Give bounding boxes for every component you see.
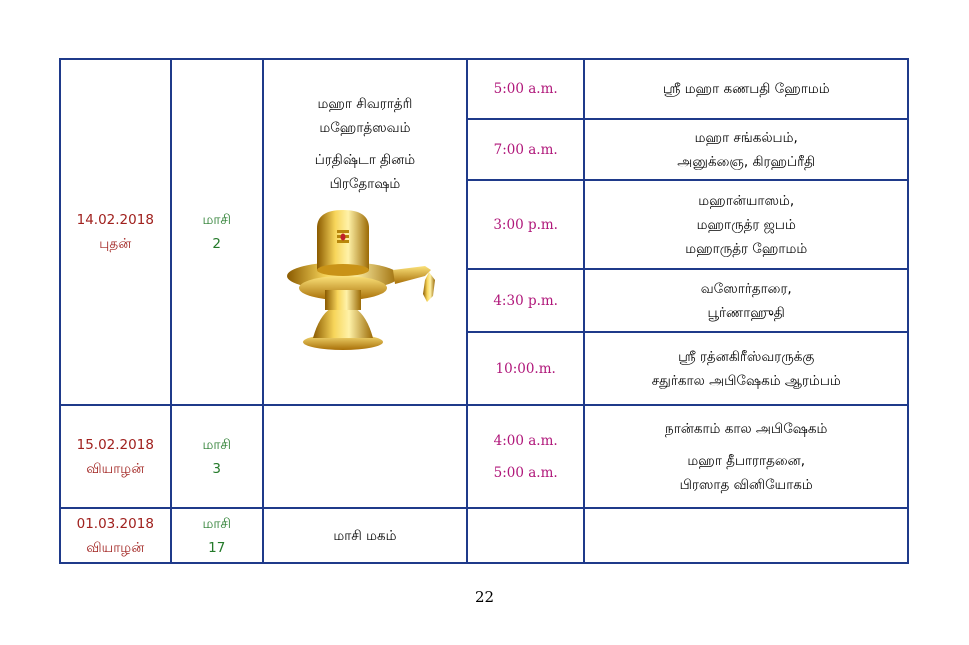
golden-shiva-lingam-image <box>285 204 445 352</box>
tamil-date-cell <box>171 59 263 405</box>
weekday: வியாழன் <box>86 460 145 477</box>
festival-name <box>264 60 466 196</box>
table-row <box>60 508 908 563</box>
event-line: மஹாருத்ர ஹோமம் <box>685 240 808 257</box>
page-number: 22 <box>474 588 495 606</box>
date-cell <box>60 405 171 508</box>
time-cell: 7:00 a.m. <box>467 119 585 180</box>
tamil-month: மாசி <box>202 436 231 453</box>
event-line: அனுக்ஞை, கிரஹப்ரீதி <box>677 153 816 170</box>
event-line: ஸ்ரீ மஹா கணபதி ஹோமம் <box>662 81 830 97</box>
time-cell: 5:00 a.m. <box>467 59 585 119</box>
time-cell: 10:00.m. <box>467 332 585 405</box>
event-line: மஹா தீபாராதனை, <box>687 452 806 469</box>
festival-line: பிரதோஷம் <box>329 176 401 192</box>
time-cell <box>467 508 585 563</box>
time-value: 5:00 a.m. <box>493 464 558 481</box>
festival-cell: மாசி மகம் <box>263 508 467 563</box>
festival-cell <box>263 59 467 405</box>
event-cell <box>584 180 908 269</box>
event-line: சதுர்கால அபிஷேகம் ஆரம்பம் <box>651 372 841 389</box>
festival-line: ப்ரதிஷ்டா தினம் <box>314 152 416 168</box>
time-cell: 4:30 p.m. <box>467 269 585 332</box>
table-row <box>60 405 908 508</box>
event-cell <box>584 508 908 563</box>
event-cell <box>584 59 908 119</box>
event-line: வஸோர்தாரை, <box>700 280 792 297</box>
time-cell: 3:00 p.m. <box>467 180 585 269</box>
date: 14.02.2018 <box>76 212 154 228</box>
date-cell <box>60 508 171 563</box>
event-line: பிரஸாத வினியோகம் <box>679 476 813 493</box>
date-cell <box>60 59 171 405</box>
tamil-date-cell <box>171 508 263 563</box>
event-cell <box>584 119 908 180</box>
time-value: 4:00 a.m. <box>493 432 558 449</box>
festival-cell <box>263 405 467 508</box>
tamil-date-cell <box>171 405 263 508</box>
event-cell <box>584 405 908 508</box>
schedule-table <box>59 58 909 564</box>
event-line: பூர்ணாஹுதி <box>707 304 785 321</box>
date: 01.03.2018 <box>76 515 154 532</box>
event-line: நான்காம் கால அபிஷேகம் <box>665 420 828 437</box>
festival-line: மஹா சிவராத்ரி <box>317 96 413 112</box>
event-line: மஹாருத்ர ஜபம் <box>696 216 796 233</box>
tamil-month: மாசி <box>202 515 231 532</box>
event-cell <box>584 332 908 405</box>
event-line: மஹான்யாஸம், <box>698 192 795 209</box>
date: 15.02.2018 <box>76 436 154 453</box>
table-row <box>60 59 908 119</box>
event-line: மஹா சங்கல்பம், <box>694 129 798 146</box>
tamil-day: 17 <box>208 539 226 556</box>
tamil-day: 2 <box>212 236 222 252</box>
time-cell <box>467 405 585 508</box>
weekday: புதன் <box>99 236 132 252</box>
tamil-day: 3 <box>212 460 222 477</box>
event-cell <box>584 269 908 332</box>
weekday: வியாழன் <box>86 539 145 556</box>
event-line: ஸ்ரீ ரத்னகிரீஸ்வரருக்கு <box>678 348 815 365</box>
festival-line: மஹோத்ஸவம் <box>319 120 411 136</box>
tamil-month: மாசி <box>202 212 231 228</box>
